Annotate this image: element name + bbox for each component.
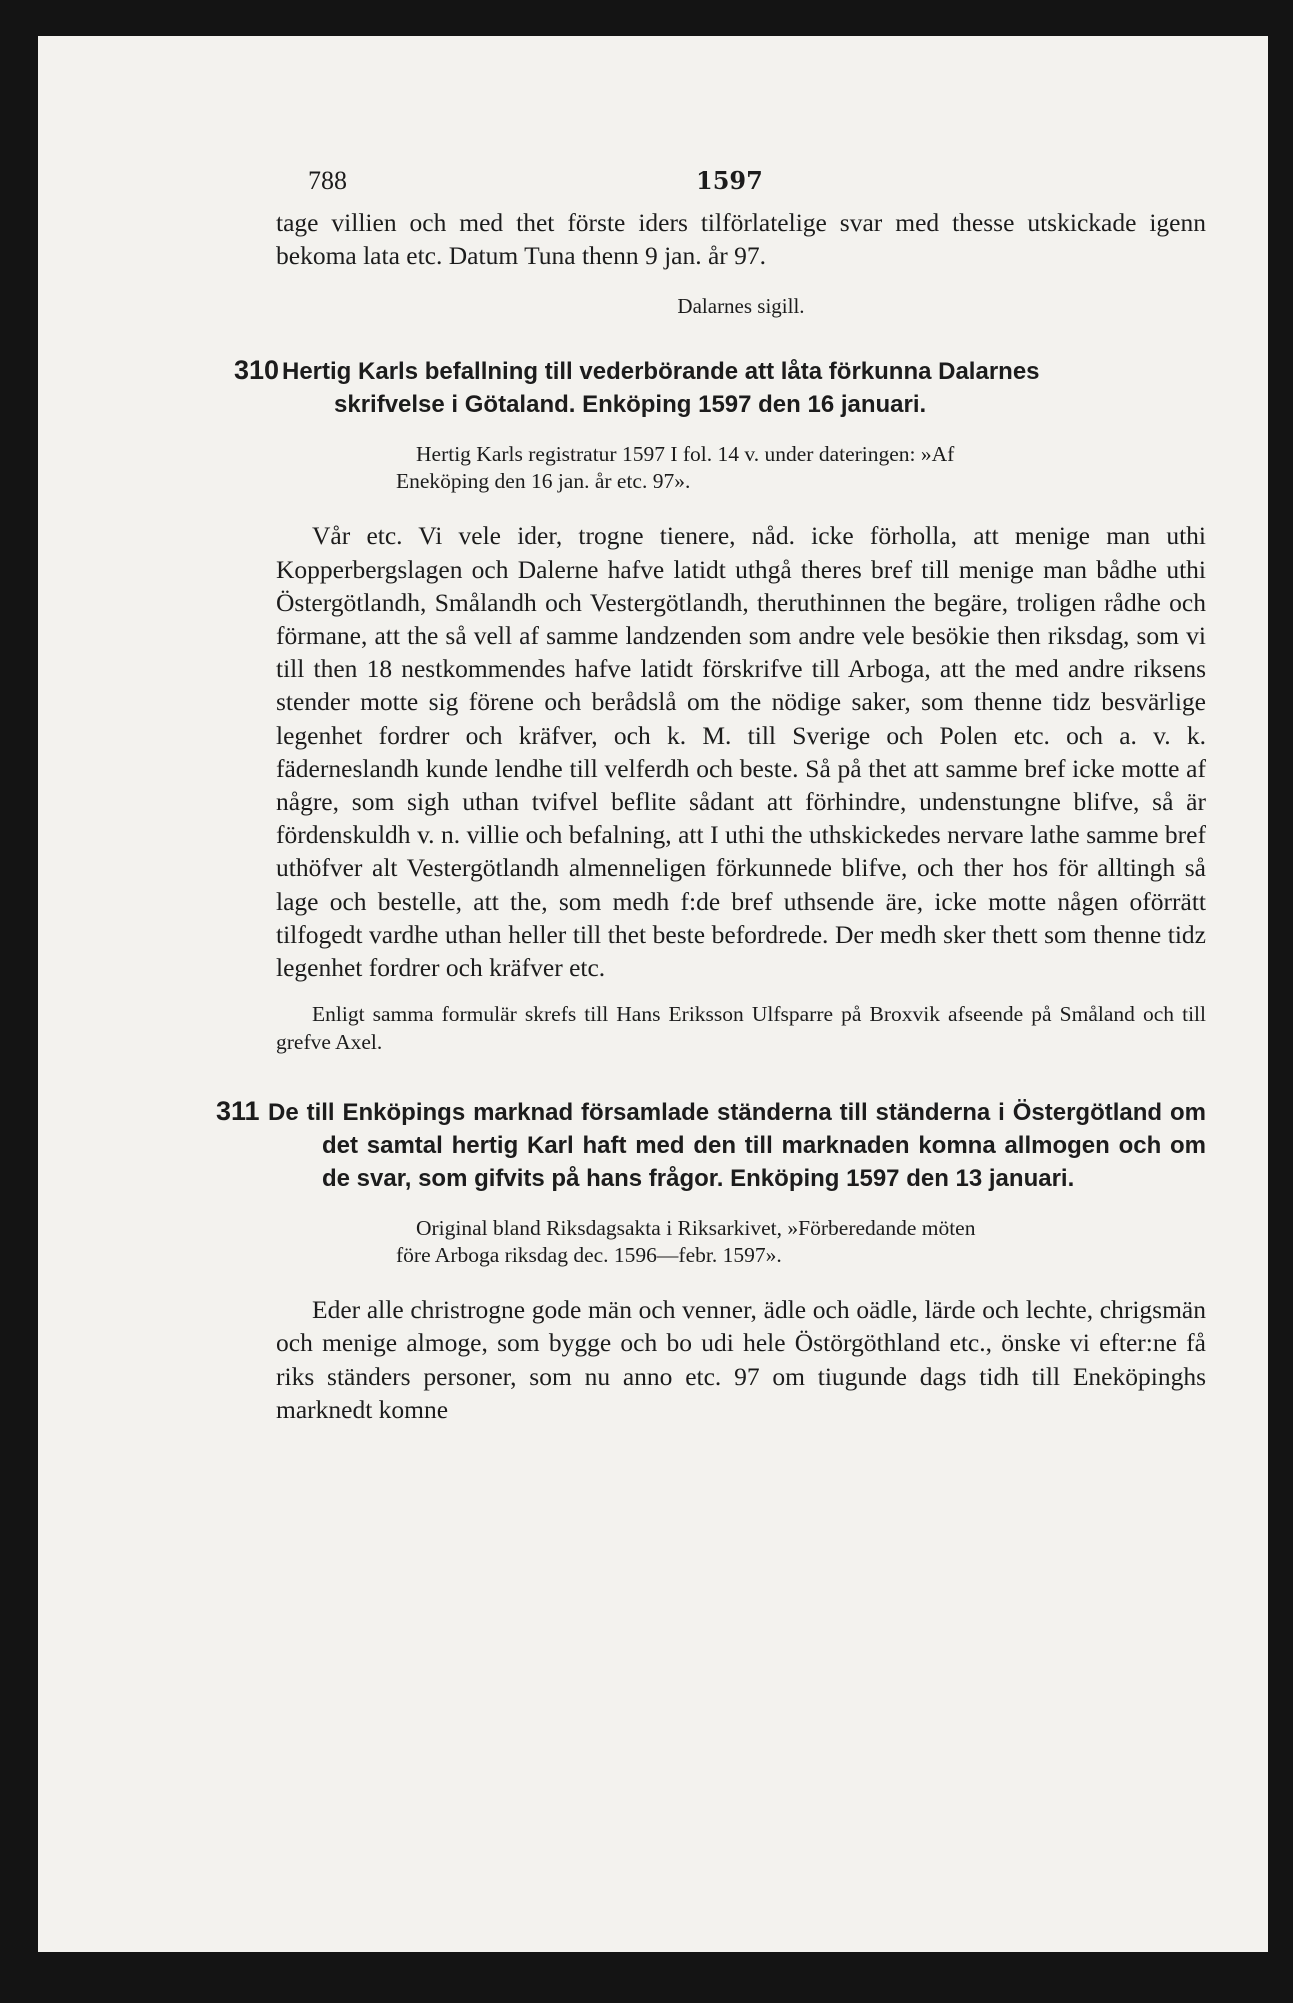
entry-311 (216, 1096, 1206, 1426)
running-head-year: 1597 (696, 166, 763, 195)
entry-heading (276, 355, 1206, 421)
running-head (276, 166, 1206, 206)
source-line: före Arboga riksdag dec. 1596—febr. 1597». (396, 1243, 782, 1268)
book-page (38, 36, 1268, 1952)
entry-heading-line: skrifvelse i Götaland. Enköping 1597 den 16 januari. (334, 391, 927, 419)
letter-body: Vår etc. Vi vele ider, trogne tienere, nåd. icke förholla, att menige man uthi Kopperbergslagen och Dalerne hafve latidt uthgå theres bref till menige man bådhe uthi Östergötlandh, Smålandh och Vestergötlandh, theruthinnen the begäre, troligen rådhe och förmane, att the så vell af samme landzenden som andre vele besökie then riksdag, som vi till then 18 nestkommendes hafve latidt förskrifve till Arboga, att the med andre riksens stender motte sig förene och berådslå om the nödige saker, som thenne tidz besvärlige legenhet fordrer och kräfver, och k. M. till Sverige och Polen etc. och a. v. k. fäderneslandh kunde lendhe till velferdh och beste. Så på thet att samme bref icke motte af någre, som sigh uthan tvifvel beflite sådant att förhindre, undenstungne blifve, så är fördenskuldh v. n. villie och befalning, att I uthi the uthskickedes nervare lathe samme bref uthöfver alt Vestergötlandh almenneligen förkunnede blifve, och ther hos för alltingh så lage och bestelle, att the, som medh f:de bref uthsende äre, icke motte någen oförrätt tilfogedt vardhe uthan heller till thet beste befordrede. Der medh sker thett som thenne tidz legenhet fordrer och kräfver etc. (276, 521, 1206, 983)
entry-heading: De till Enköpings marknad församlade ständerna till ständerna i Östergötland om det samtal hertig Karl haft med den till marknaden komna allmogen och om de svar, som gifvits på hans frågor. Enköping 1597 den 13 januari. (268, 1099, 1206, 1193)
source-line: Eneköping den 16 jan. år etc. 97». (396, 469, 691, 494)
signature-line: Dalarnes sigill. (677, 294, 805, 319)
source-citation (276, 1215, 1206, 1269)
letter-body: Eder alle christrogne gode män och venner, ädle och oädle, lärde och lechte, chrigsmän och menige almoge, som bygge och bo udi hele Östörgöthland etc., önske vi efter:ne få riks ständers personer, som nu anno etc. 97 om tiugunde dags tidh till Eneköpinghs marknedt komne (276, 1295, 1206, 1424)
page-content (216, 166, 1206, 1426)
source-line: Original bland Riksdagsakta i Riksarkivet, »Förberedande möten (416, 1216, 976, 1241)
source-citation (276, 441, 1206, 495)
page-number: 788 (308, 166, 347, 195)
editorial-note: Enligt samma formulär skrefs till Hans Eriksson Ulfsparre på Broxvik afseende på Småland och till grefve Axel. (276, 1002, 1206, 1055)
intro-paragraph: tage villien och med thet förste iders tilförlatelige svar med thesse utskickade igenn bekoma lata etc. Datum Tuna thenn 9 jan. år 97. (276, 208, 1206, 271)
entry-heading-line: Hertig Karls befallning till vederbörande att låta förkunna Dalarnes (282, 358, 1040, 386)
entry-number: 311 (216, 1096, 260, 1127)
entry-310 (234, 355, 1206, 1056)
source-line: Hertig Karls registratur 1597 I fol. 14 v. under dateringen: »Af (416, 442, 955, 467)
entry-number: 310 (234, 355, 280, 386)
